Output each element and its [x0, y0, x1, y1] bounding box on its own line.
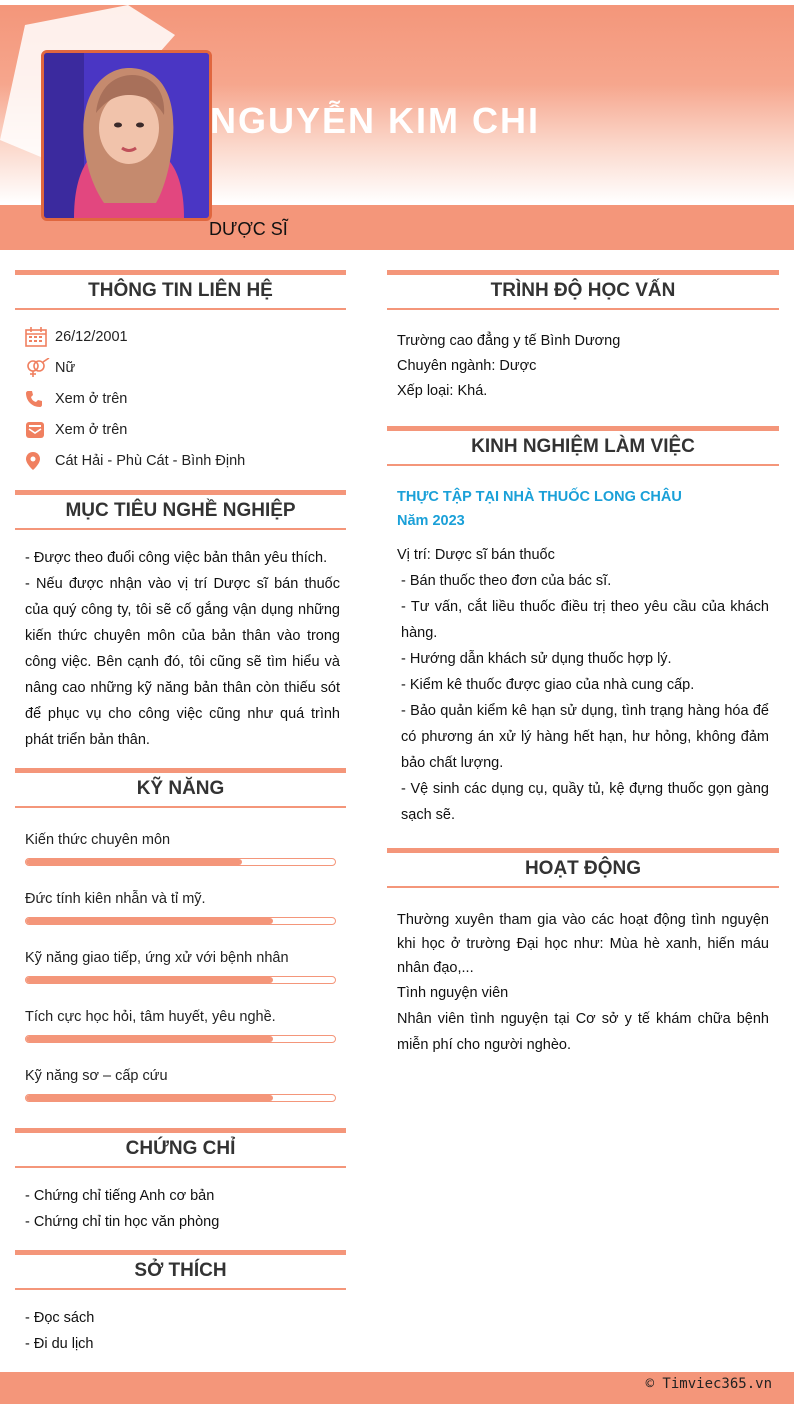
avatar — [41, 50, 212, 221]
job-title: THỰC TẬP TẠI NHÀ THUỐC LONG CHÂU — [397, 489, 682, 505]
certificates-section-title: CHỨNG CHỈ — [15, 1128, 346, 1168]
footer — [0, 1372, 794, 1404]
gender-value: Nữ — [55, 360, 76, 376]
hobby-item: - Đọc sách — [25, 1310, 95, 1326]
job-task-item: - Tư vấn, cắt liều thuốc điều trị theo yêu cầu của khách hàng. — [401, 599, 769, 641]
birthday-value: 26/12/2001 — [55, 329, 128, 345]
contact-section-title: THÔNG TIN LIÊN HỆ — [15, 270, 346, 310]
activity-line: Nhân viên tình nguyện tại Cơ sở y tế khám chữa bệnh miễn phí cho người nghèo. — [397, 1011, 769, 1053]
objective-line-2: - Nếu được nhận vào vị trí Dược sĩ bán thuốc của quý công ty, tôi sẽ cố gắng vận dụng những kiến thức chuyên môn của bản thân vào trong công việc. Bên cạnh đó, tôi cũng sẽ tìm hiểu và nâng cao những kỹ năng bản thân còn thiếu sót để phục vụ cho công việc cũng như quá trình phát triển bản thân. — [25, 576, 340, 748]
activity-line: Tình nguyện viên — [397, 985, 509, 1001]
skill-bar — [25, 917, 336, 925]
birthday-row — [25, 324, 128, 350]
job-task-item: - Bảo quản kiểm kê hạn sử dụng, tình trạng hàng hóa để có phương án xử lý hàng hết hạn, hư hỏng, không đảm bảo chất lượng. — [401, 703, 769, 771]
education-school: Trường cao đẳng y tế Bình Dương — [397, 333, 621, 349]
phone-value: Xem ở trên — [55, 391, 128, 407]
certificates-list — [25, 1183, 340, 1235]
footer-copyright[interactable]: © Timviec365.vn — [645, 1376, 772, 1392]
calendar-icon — [25, 326, 55, 348]
gender-row — [25, 355, 75, 381]
candidate-name: NGUYỄN KIM CHI — [210, 100, 541, 141]
experience-section-title: KINH NGHIỆM LÀM VIỆC — [387, 426, 779, 466]
gender-icon — [25, 357, 55, 379]
skill-label: Tích cực học hỏi, tâm huyết, yêu nghề. — [25, 1009, 276, 1025]
skill-bar — [25, 976, 336, 984]
certificate-item: - Chứng chỉ tin học văn phòng — [25, 1214, 220, 1230]
education-grade: Xếp loại: Khá. — [397, 383, 488, 399]
email-row — [25, 417, 127, 443]
skill-label: Đức tính kiên nhẫn và tỉ mỹ. — [25, 891, 206, 907]
skill-bar — [25, 858, 336, 866]
skill-bar-fill — [26, 859, 242, 865]
education-section-title: TRÌNH ĐỘ HỌC VẤN — [387, 270, 779, 310]
education-major: Chuyên ngành: Dược — [397, 358, 537, 374]
location-pin-icon — [25, 450, 55, 472]
candidate-role: DƯỢC SĨ — [209, 219, 288, 239]
activity-line: Thường xuyên tham gia vào các hoạt động tình nguyện khi học ở trường Đại học như: Mùa hè xanh, hiến máu nhân đạo,... — [397, 912, 769, 976]
address-row — [25, 448, 245, 474]
phone-row — [25, 386, 127, 412]
hobby-item: - Đi du lịch — [25, 1336, 94, 1352]
skill-label: Kỹ năng giao tiếp, ứng xử với bệnh nhân — [25, 950, 289, 966]
activities-section-title: HOẠT ĐỘNG — [387, 848, 779, 888]
skill-label: Kỹ năng sơ – cấp cứu — [25, 1068, 168, 1084]
skill-bar — [25, 1035, 336, 1043]
objective-text — [25, 545, 340, 753]
skills-section-title: KỸ NĂNG — [15, 768, 346, 808]
hobbies-section-title: SỞ THÍCH — [15, 1250, 346, 1290]
skill-label: Kiến thức chuyên môn — [25, 832, 171, 848]
job-year: Năm 2023 — [397, 513, 465, 529]
skill-bar-fill — [26, 1036, 273, 1042]
job-task-item: - Vệ sinh các dụng cụ, quầy tủ, kệ đựng thuốc gọn gàng sạch sẽ. — [401, 781, 769, 823]
hobbies-list — [25, 1305, 340, 1357]
address-value: Cát Hải - Phù Cát - Bình Định — [55, 453, 246, 469]
email-value: Xem ở trên — [55, 422, 128, 438]
job-task-item: - Kiểm kê thuốc được giao của nhà cung cấp. — [401, 677, 695, 693]
phone-icon — [25, 388, 55, 410]
objective-line-1: - Được theo đuổi công việc bản thân yêu thích. — [25, 550, 328, 566]
job-tasks — [401, 568, 769, 828]
email-icon — [25, 419, 55, 441]
skill-bar-fill — [26, 918, 273, 924]
skill-bar-fill — [26, 977, 273, 983]
activities-text — [397, 908, 769, 1058]
certificate-item: - Chứng chỉ tiếng Anh cơ bản — [25, 1188, 215, 1204]
skill-bar — [25, 1094, 336, 1102]
job-task-item: - Hướng dẫn khách sử dụng thuốc hợp lý. — [401, 651, 672, 667]
skill-bar-fill — [26, 1095, 273, 1101]
objective-section-title: MỤC TIÊU NGHỀ NGHIỆP — [15, 490, 346, 530]
job-position: Vị trí: Dược sĩ bán thuốc — [397, 547, 555, 563]
education-details — [397, 329, 769, 404]
job-task-item: - Bán thuốc theo đơn của bác sĩ. — [401, 573, 612, 589]
